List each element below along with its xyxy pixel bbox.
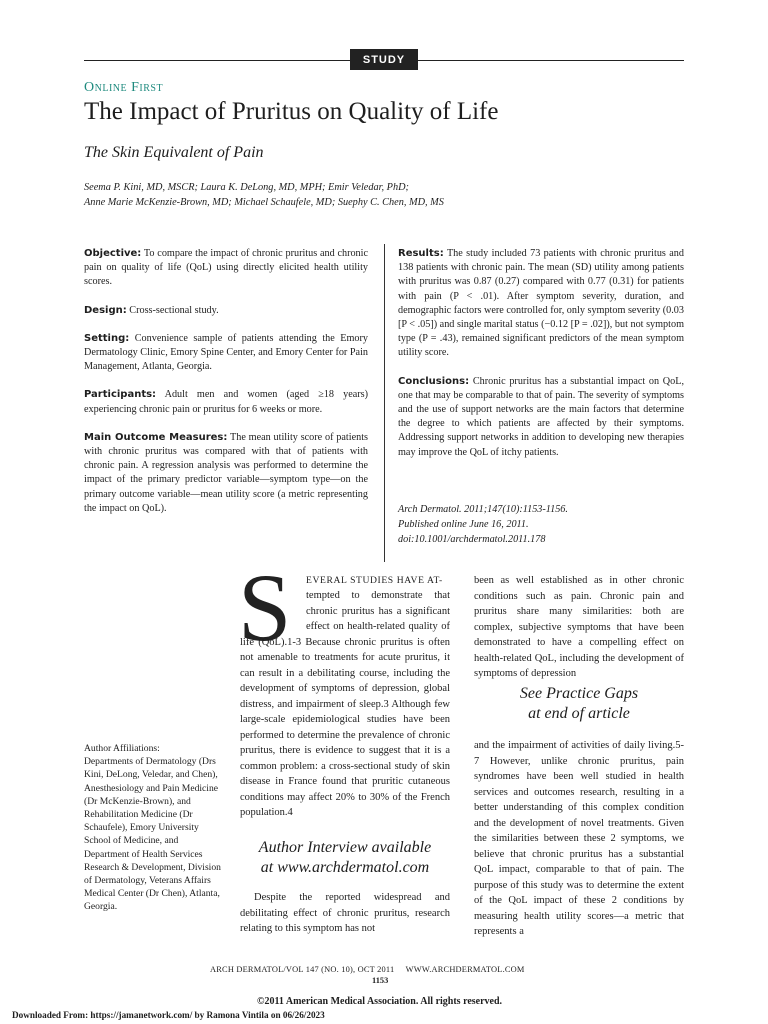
abstract-left-column	[84, 247, 368, 530]
article-subtitle: The Skin Equivalent of Pain	[84, 144, 264, 161]
copyright-notice: ©2011 American Medical Association. All rights reserved.	[257, 996, 503, 1007]
objective-text: To compare the impact of chronic pruritus and chronic pain on quality of life (QoL) using directly elicited health utility scores.	[84, 248, 368, 288]
measures-text: The mean utility score of patients with chronic pruritus was compared with that of patients with chronic pain. A regression analysis was performed to determine the impact of the primary predictor variable—symptom type—on the primary outcome variable—mean utility score (a metric representing the impact on QoL).	[84, 431, 368, 514]
lead-caps-text: EVERAL STUDIES HAVE AT-	[306, 575, 443, 586]
objective-label: Objective:	[84, 248, 142, 259]
footer-journal-info: ARCH DERMATOL/VOL 147 (NO. 10), OCT 2011 WWW.ARCHDERMATOL.COM	[210, 965, 525, 974]
page-number: 1153	[372, 976, 389, 985]
measures-label: Main Outcome Measures:	[84, 431, 228, 443]
results-text: The study included 73 patients with chronic pruritus and 138 patients with chronic pain. The mean (SD) utility among patients with pruritus was 0.87 (0.27) compared with 0.77 (0.31) for patients with pain (P < .01). After symptom severity, duration, and demographic factors were controlled for, only symptom severity (0.03 [P < .05]) and single marital status (−0.12 [P = .02]), but not symptom type (P = .43), remained significant predictors of the mean symptom utility score.	[398, 248, 684, 359]
abstract-conclusions	[398, 375, 684, 460]
conclusions-text: Chronic pruritus has a substantial impact on QoL, one that may be comparable to that of pain. The severity of symptoms and the use of support networks are the main factors that determine the degree to which patients are affected by their symptoms. Addressing support networks in addition to developing new therapies may improve the QoL of itchy patients.	[398, 375, 685, 458]
abstract-participants	[84, 388, 368, 416]
article-title: The Impact of Pruritus on Quality of Life	[84, 98, 499, 125]
citation-journal: Arch Dermatol. 2011;147(10):1153-1156.	[398, 504, 568, 515]
practice-gaps-callout	[474, 684, 684, 724]
interview-line-2[interactable]: at www.archdermatol.com	[260, 859, 430, 876]
setting-text: Convenience sample of patients attending the Emory Dermatology Clinic, Emory Spine Center, and Emory Center for Pain Management, Atlanta, Georgia.	[84, 332, 369, 373]
drop-cap: S	[238, 554, 292, 661]
authors-line-2: Anne Marie McKenzie-Brown, MD; Michael Schaufele, MD; Suephy C. Chen, MD, MS	[84, 197, 444, 208]
practice-gaps-line-1: See Practice Gaps	[519, 685, 639, 702]
interview-line-1: Author Interview available	[258, 839, 432, 856]
body-column-right-top: been as well established as in other chronic conditions such as pain. Chronic pain and pruritus share many similarities: both are complex, subjective symptoms that have been demonstrated to have a compelling effect on health-related QoL, including the development of symptoms of depression	[474, 575, 684, 679]
participants-label: Participants:	[84, 389, 157, 401]
body-column-right-bottom: and the impairment of activities of daily living.5-7 However, unlike chronic pruritus, pain syndromes have been well studied in health services and outcomes research, resulting in a better understanding of this complex condition and the development of novel treatments. Given the similarities between these 2 symptoms, we believe that chronic pruritus has a substantial QoL impact, comparable to that of pain. The purpose of this study was to determine the extent of the QoL impact of these 2 conditions by measuring health utility scores—a metric that represents a	[474, 740, 684, 937]
authors-line-1: Seema P. Kini, MD, MSCR; Laura K. DeLong, MD, MPH; Emir Veledar, PhD;	[84, 182, 409, 193]
citation-published: Published online June 16, 2011.	[398, 519, 529, 530]
author-affiliations	[84, 742, 224, 914]
abstract-divider	[384, 244, 385, 562]
citation-block	[398, 502, 684, 547]
download-notice: Downloaded From: https://jamanetwork.com/ by Ramona Vintila on 06/26/2023	[12, 1010, 325, 1020]
online-first-label	[84, 80, 163, 96]
abstract-results	[398, 247, 684, 361]
abstract-design	[84, 304, 368, 318]
online-first-text: Online First	[84, 80, 164, 95]
author-interview-callout	[240, 838, 450, 878]
dropcap-float	[240, 588, 306, 634]
citation-doi[interactable]: doi:10.1001/archdermatol.2011.178	[398, 534, 546, 545]
intro-paragraph-text: tempted to demonstrate that chronic pruritus has a significant effect on health-related quality of life (QoL).1-3 Because chronic pruritus is often not amenable to treatments for acute pruritus, it can result in a debilitating course, including the development of symptoms of depression, global distress, and impairment of sleep.3 Although few large-scale epidemiological studies have been performed to determine the prevalence of chronic pruritus, there is evidence to suggest that it is a common problem: a cross-sectional study of skin disease in France found that pruritic cutaneous conditions may affect 20% to 30% of the French population.4	[240, 590, 450, 818]
abstract-objective	[84, 247, 368, 290]
abstract-setting	[84, 332, 368, 375]
lead-caps	[240, 573, 450, 589]
results-label: Results:	[398, 248, 444, 259]
setting-label: Setting:	[84, 332, 130, 344]
practice-gaps-line-2: at end of article	[528, 705, 630, 722]
affiliations-heading: Author Affiliations:	[84, 743, 160, 754]
design-text: Cross-sectional study.	[129, 304, 219, 316]
author-list	[84, 180, 684, 210]
second-paragraph	[240, 890, 450, 937]
section-badge: STUDY	[350, 49, 418, 70]
affiliations-text: Departments of Dermatology (Drs Kini, DeLong, Veledar, and Chen), Anesthesiology and Pain Medicine (Dr McKenzie-Brown), and Rehabilitation Medicine (Dr Schaufele), Emory University School of Medicine, and Department of Health Services Research & Development, Division of Dermatology, Veterans Affairs Medical Center (Dr Chen), Atlanta, Georgia.	[84, 756, 221, 913]
abstract-right-column	[398, 247, 684, 474]
abstract-measures	[84, 431, 368, 516]
second-paragraph-text: Despite the reported widespread and debilitating effect of chronic pruritus, research relating to this symptom has not	[240, 892, 450, 934]
design-label: Design:	[84, 304, 127, 316]
participants-text: Adult men and women (aged ≥18 years) experiencing chronic pain or pruritus for 6 weeks or more.	[84, 389, 368, 415]
intro-paragraph	[240, 588, 450, 821]
conclusions-label: Conclusions:	[398, 375, 470, 387]
